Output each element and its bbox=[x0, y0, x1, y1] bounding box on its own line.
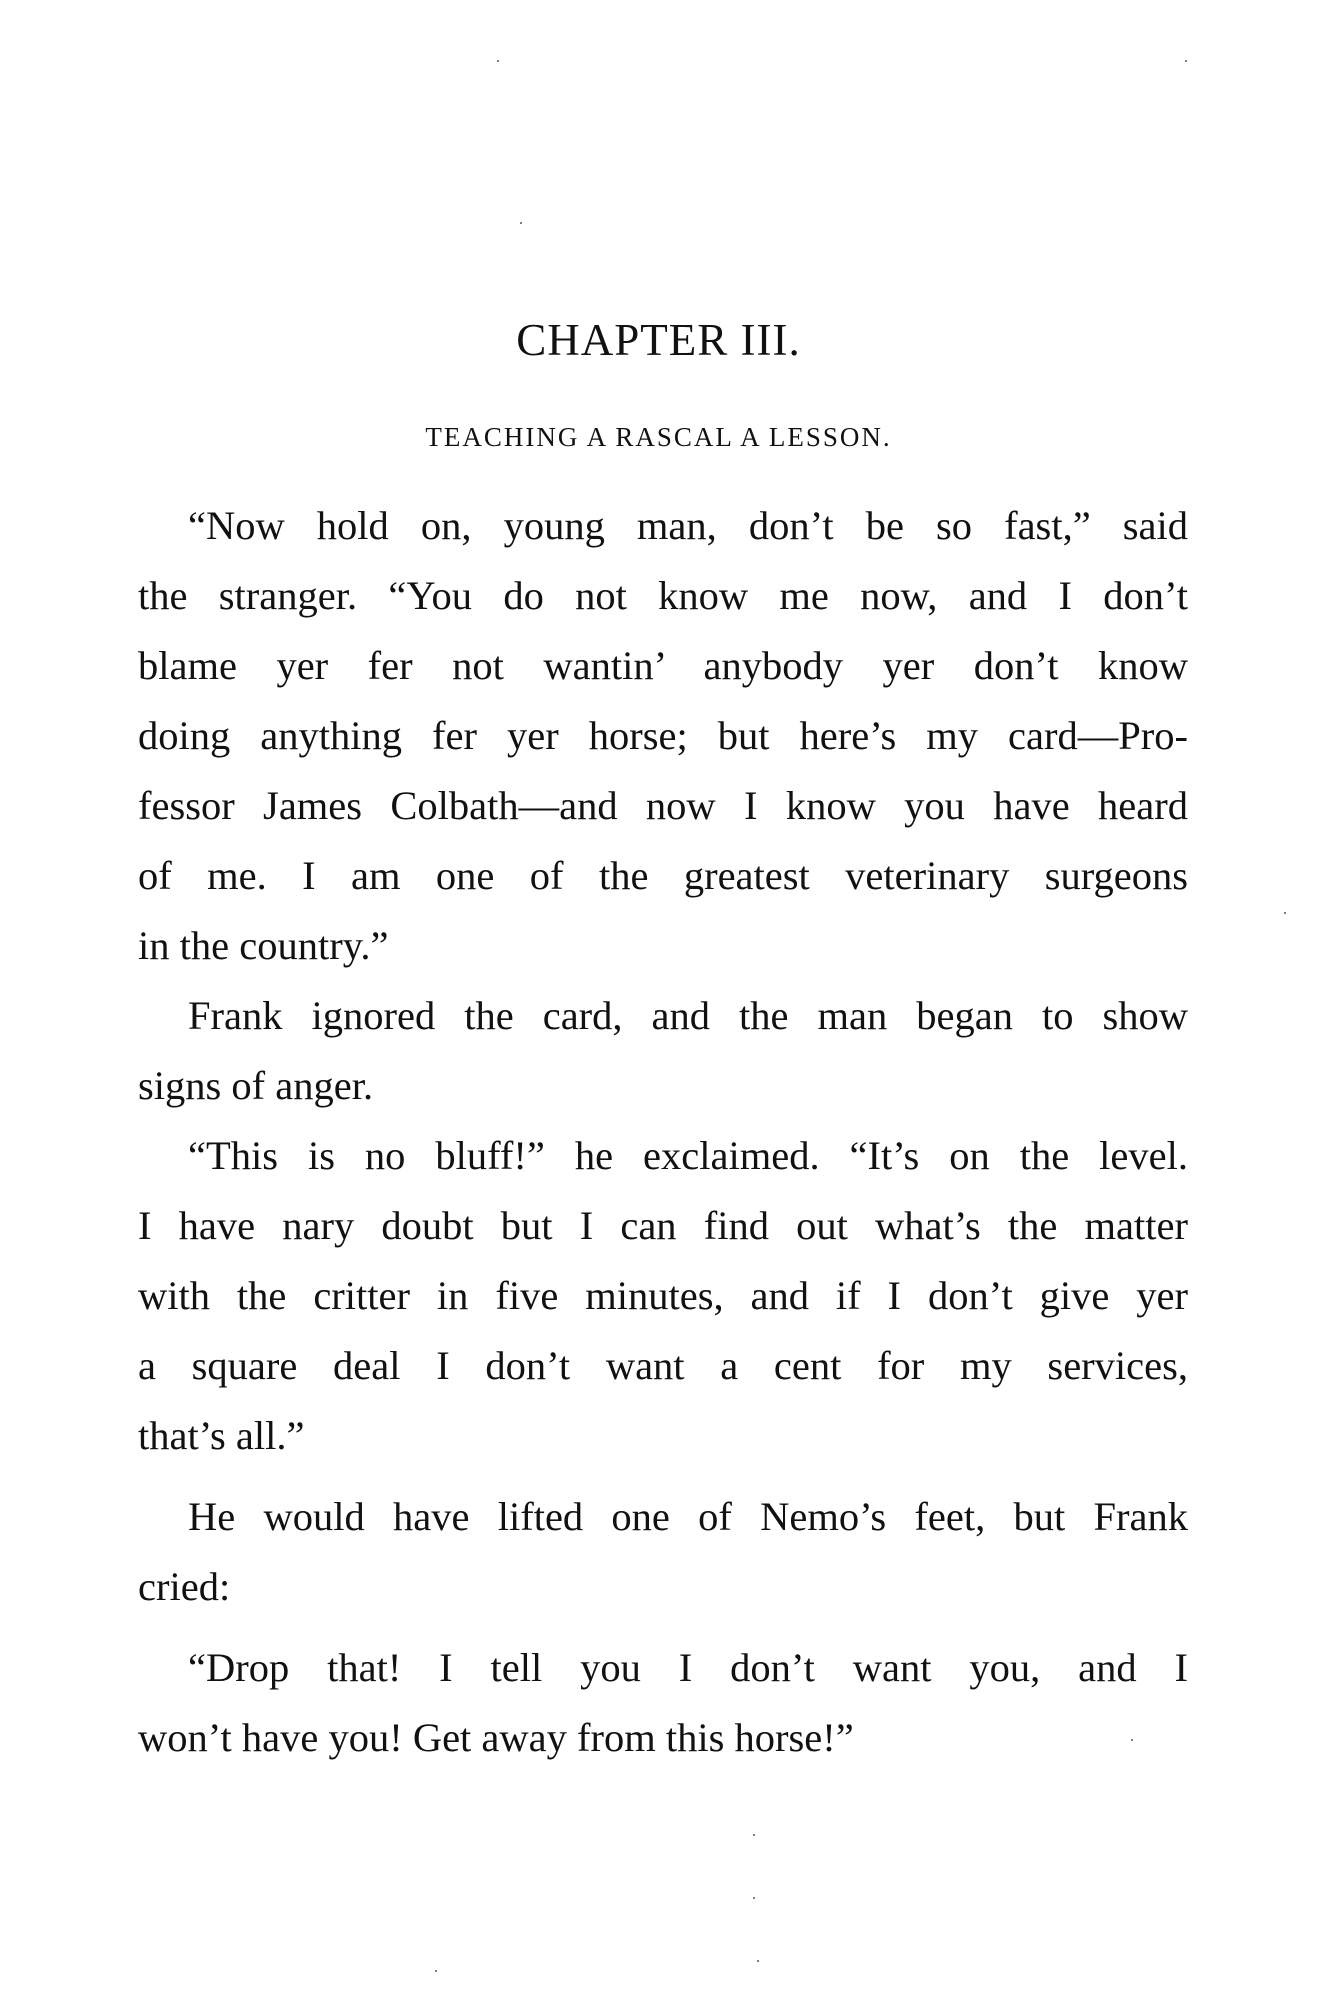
chapter-title: CHAPTER III. bbox=[516, 315, 801, 365]
print-speck bbox=[1131, 1739, 1133, 1741]
text-line: Frank ignored the card, and the man began to show bbox=[188, 993, 1188, 1038]
print-speck bbox=[497, 60, 499, 62]
print-speck bbox=[757, 1960, 759, 1962]
text-line: that’s all.” bbox=[138, 1413, 305, 1458]
text-line: “This is no bluff!” he exclaimed. “It’s on the level. bbox=[188, 1133, 1188, 1178]
chapter-subtitle: TEACHING A RASCAL A LESSON. bbox=[425, 422, 892, 452]
print-speck bbox=[1284, 912, 1286, 914]
text-line: doing anything fer yer horse; but here’s my card—Pro- bbox=[138, 713, 1188, 758]
text-line: “Now hold on, young man, don’t be so fast,” said bbox=[188, 503, 1188, 548]
print-speck bbox=[435, 1970, 437, 1972]
text-line: I have nary doubt but I can find out what’s the matter bbox=[138, 1203, 1188, 1248]
text-line: signs of anger. bbox=[138, 1063, 374, 1108]
text-line: won’t have you! Get away from this horse!” bbox=[138, 1715, 854, 1760]
text-line: cried: bbox=[138, 1564, 231, 1609]
text-line: blame yer fer not wantin’ anybody yer don’t know bbox=[138, 643, 1188, 688]
text-line: with the critter in five minutes, and if I don’t give yer bbox=[138, 1273, 1188, 1318]
text-line: fessor James Colbath—and now I know you have heard bbox=[138, 783, 1188, 828]
print-speck bbox=[753, 1897, 755, 1899]
print-speck bbox=[520, 222, 522, 224]
text-line: in the country.” bbox=[138, 923, 389, 968]
text-line: a square deal I don’t want a cent for my services, bbox=[138, 1343, 1188, 1388]
text-line: the stranger. “You do not know me now, and I don’t bbox=[138, 573, 1188, 618]
print-speck bbox=[1185, 60, 1187, 62]
print-speck bbox=[753, 1834, 755, 1836]
text-line: of me. I am one of the greatest veterinary surgeons bbox=[138, 853, 1188, 898]
text-line: “Drop that! I tell you I don’t want you, and I bbox=[188, 1645, 1188, 1690]
text-line: He would have lifted one of Nemo’s feet, but Frank bbox=[188, 1494, 1188, 1539]
